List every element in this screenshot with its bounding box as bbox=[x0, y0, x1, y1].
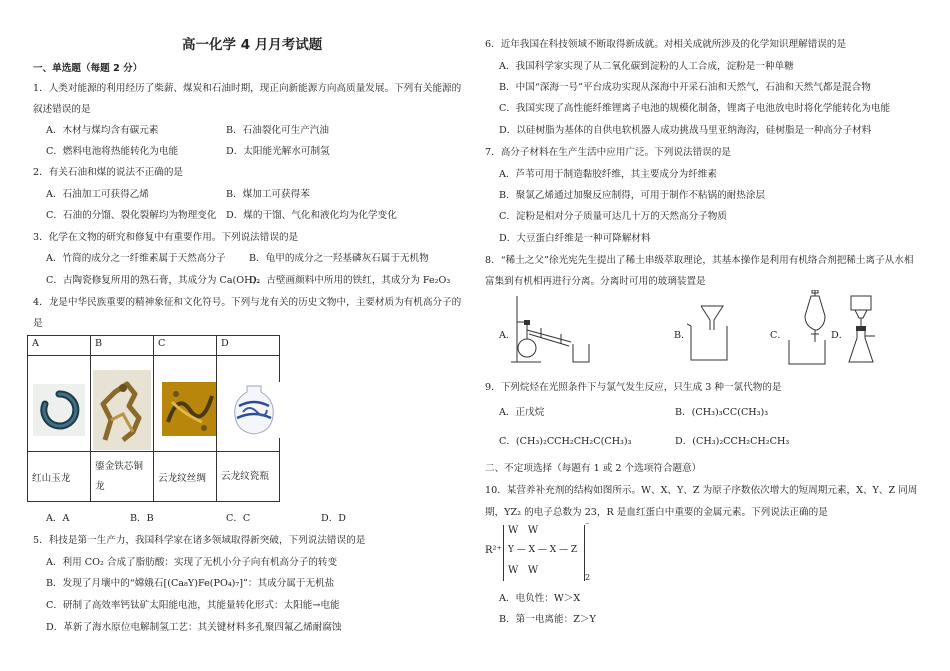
q9-option-d: D．(CH₃)₂CCH₂CH₂CH₃ bbox=[675, 436, 790, 447]
q2-option-b: B．煤加工可获得苯 bbox=[226, 189, 310, 200]
q3-option-b: B．龟甲的成分之一羟基磷灰石属于无机物 bbox=[249, 253, 429, 264]
q6-option-b: B．中国“深海一号”平台成功实现从深海中开采石油和天然气，石油和天然气都是混合物 bbox=[499, 82, 871, 93]
q5-option-b: B．发现了月壤中的“嫦娥石[(Ca₈Y)Fe(PO₄)₇]”：其成分属于无机盐 bbox=[46, 578, 335, 589]
q6-option-d: D．以硅树脂为基体的自供电软机器人成功挑战马里亚纳海沟，硅树脂是一种高分子材料 bbox=[499, 125, 872, 136]
section-heading-1: 一、单选题（每题 2 分） bbox=[33, 63, 143, 74]
q1-stem-line1: 1．人类对能源的利用经历了柴薪、煤炭和石油时期，现正向新能源方向高质量发展。下列有关能源的 bbox=[33, 83, 462, 94]
page-title: 高一化学 4 月月考试题 bbox=[182, 37, 323, 53]
q7-option-c: C．淀粉是相对分子质量可达几十万的天然高分子物质 bbox=[499, 211, 727, 222]
q10-option-b: B．第一电离能：Z＞Y bbox=[499, 614, 596, 625]
q2-option-c: C．石油的分馏、裂化裂解均为物理变化 bbox=[46, 210, 217, 221]
porcelain-vase-image bbox=[227, 382, 281, 438]
q9-option-b: B．(CH₃)₃CC(CH₃)₃ bbox=[675, 407, 769, 418]
q6-option-a: A．我国科学家实现了从二氧化碳到淀粉的人工合成，淀粉是一种单糖 bbox=[499, 61, 794, 72]
distillation-apparatus-icon bbox=[511, 292, 595, 366]
artifact-name-b: 鎏金铁芯铜龙 bbox=[91, 452, 154, 502]
artifact-name-a: 红山玉龙 bbox=[28, 452, 91, 502]
q3-option-c: C．古陶瓷修复所用的熟石膏，其成分为 Ca(OH)₂ bbox=[46, 275, 261, 286]
formula-bottom-row: W W bbox=[508, 565, 539, 576]
q2-option-d: D．煤的干馏、气化和液化均为化学变化 bbox=[226, 210, 397, 221]
q3-option-d: D．古壁画颜料中所用的铁红，其成分为 Fe₂O₃ bbox=[249, 275, 451, 286]
funnel-beaker-icon bbox=[687, 304, 733, 364]
q3-stem: 3．化学在文物的研究和修复中有重要作用。下列说法错误的是 bbox=[33, 232, 299, 243]
structural-formula bbox=[485, 521, 605, 587]
q4-answer-d: D．D bbox=[321, 513, 346, 524]
table-header-a: A bbox=[28, 336, 91, 356]
section-heading-2: 二、不定项选择（每题有 1 或 2 个选项符合题意） bbox=[485, 463, 702, 474]
q2-option-a: A．石油加工可获得乙烯 bbox=[46, 189, 149, 200]
q5-stem: 5．科技是第一生产力，我国科学家在诸多领域取得新突破，下列说法错误的是 bbox=[33, 535, 366, 546]
q7-option-d: D．大豆蛋白纤维是一种可降解材料 bbox=[499, 233, 651, 244]
table-header-d: D bbox=[217, 336, 280, 356]
q1-stem-line2: 叙述错误的是 bbox=[33, 104, 91, 115]
q4-answer-b: B．B bbox=[130, 513, 154, 524]
q6-option-c: C．我国实现了高性能纤维锂离子电池的规模化制备，锂离子电池放电时将化学能转化为电能 bbox=[499, 103, 891, 114]
q2-stem: 2．有关石油和煤的说法不正确的是 bbox=[33, 167, 184, 178]
formula-bracket bbox=[503, 525, 585, 581]
artifact-name-c: 云龙纹丝绸 bbox=[154, 452, 217, 502]
q1-option-d: D．太阳能光解水可制氢 bbox=[226, 146, 330, 157]
table-header-b: B bbox=[91, 336, 154, 356]
q9-option-a: A．正戊烷 bbox=[499, 407, 545, 418]
artifact-name-d: 云龙纹瓷瓶 bbox=[217, 452, 280, 502]
q5-option-d: D．革新了海水原位电解制氢工艺：其关键材料多孔聚四氟乙烯耐腐蚀 bbox=[46, 622, 342, 633]
formula-main-row: Y — X — X — Z bbox=[508, 545, 578, 555]
formula-top-row: W W bbox=[508, 525, 539, 536]
q9-option-c: C．(CH₃)₂CCH₂CH₂C(CH₃)₃ bbox=[499, 436, 632, 447]
q1-option-c: C．燃料电池将热能转化为电能 bbox=[46, 146, 179, 157]
q5-option-a: A．利用 CO₂ 合成了脂肪酸：实现了无机小分子向有机高分子的转变 bbox=[46, 557, 338, 568]
q5-option-c: C．研制了高效率钙钛矿太阳能电池，其能量转化形式：太阳能→电能 bbox=[46, 600, 340, 611]
q8-label-c: C． bbox=[770, 330, 787, 341]
formula-metal-ion: R²⁺ bbox=[485, 545, 502, 556]
q10-option-a: A．电负性：W＞X bbox=[499, 593, 581, 604]
gilded-bronze-dragon-image bbox=[93, 370, 151, 450]
q8-label-a: A． bbox=[499, 330, 516, 341]
q7-stem: 7．高分子材料在生产生活中应用广泛。下列说法错误的是 bbox=[485, 147, 731, 158]
table-header-c: C bbox=[154, 336, 217, 356]
formula-charge: ⁻ bbox=[585, 521, 590, 531]
q4-answer-a: A．A bbox=[46, 513, 70, 524]
q7-option-a: A．芦苇可用于制造黏胶纤维，其主要成分为纤维素 bbox=[499, 169, 717, 180]
q8-label-d: D． bbox=[831, 330, 849, 341]
q1-option-b: B．石油裂化可生产汽油 bbox=[226, 125, 329, 136]
suction-filter-icon bbox=[845, 294, 879, 368]
separatory-funnel-icon bbox=[785, 290, 833, 366]
q10-stem-line2: 期，YZ₂ 的电子总数为 23，R 是血红蛋白中重要的金属元素。下列说法正确的是 bbox=[485, 507, 828, 518]
q8-stem-line2: 富集到有机相再进行分离。分离时可用的玻璃装置是 bbox=[485, 276, 706, 287]
q8-label-b: B． bbox=[674, 330, 691, 341]
q8-stem-line1: 8．“稀土之父”徐光宪先生提出了稀土串级萃取理论，其基本操作是利用有机络合剂把稀土离子从水相 bbox=[485, 255, 914, 266]
q3-option-a: A．竹简的成分之一纤维素属于天然高分子 bbox=[46, 253, 226, 264]
q6-stem: 6．近年我国在科技领域不断取得新成就。对相关成就所涉及的化学知识理解错误的是 bbox=[485, 39, 847, 50]
formula-subscript: 2 bbox=[585, 573, 591, 582]
q4-stem-line1: 4．龙是中华民族重要的精神象征和文化符号。下列与龙有关的历史文物中，主要材质为有机高分子的 bbox=[33, 297, 462, 308]
q10-stem-line1: 10．某营养补充剂的结构如图所示。W、X、Y、Z 为原子序数依次增大的短周期元素，X、Y、Z 同周 bbox=[485, 485, 918, 496]
q4-answer-c: C．C bbox=[226, 513, 251, 524]
silk-dragon-image bbox=[162, 382, 216, 436]
q4-stem-line2: 是 bbox=[33, 318, 43, 329]
q7-option-b: B．聚氯乙烯通过加聚反应制得，可用于制作不粘锅的耐热涂层 bbox=[499, 190, 766, 201]
q9-stem: 9．下列烷烃在光照条件下与氯气发生反应，只生成 3 种一氯代物的是 bbox=[485, 382, 782, 393]
q1-option-a: A．木材与煤均含有碳元素 bbox=[46, 125, 159, 136]
jade-dragon-image bbox=[33, 384, 85, 436]
